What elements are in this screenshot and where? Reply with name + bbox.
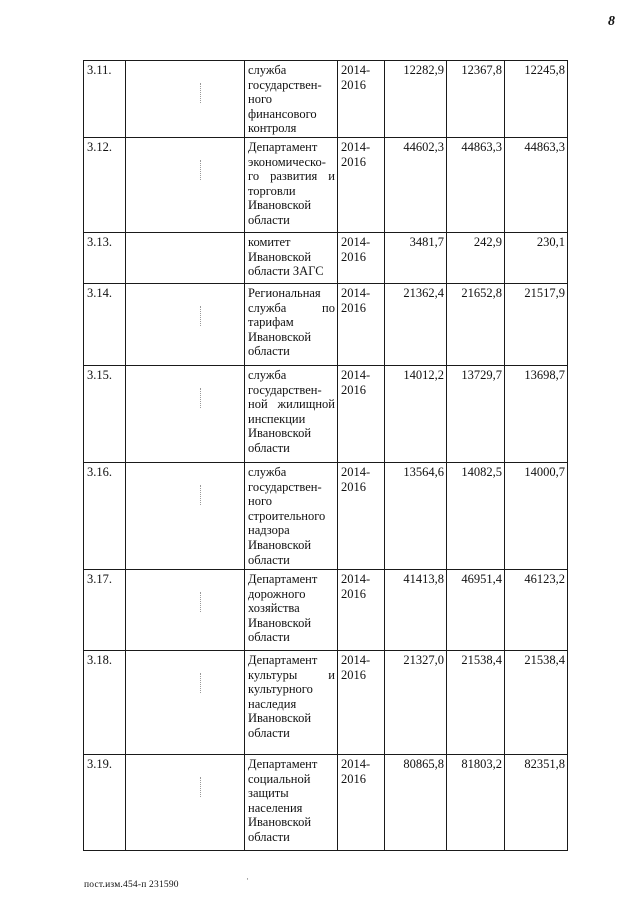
period: 2014-2016 bbox=[338, 755, 385, 851]
blank-cell bbox=[126, 755, 245, 851]
blank-cell bbox=[126, 366, 245, 463]
row-number: 3.13. bbox=[84, 233, 126, 284]
blank-cell bbox=[126, 61, 245, 138]
blank-cell bbox=[126, 570, 245, 651]
table-row bbox=[84, 61, 568, 138]
organization-name: служба государствен-ного строительного надзора Ивановской области bbox=[245, 463, 338, 570]
blank-cell bbox=[126, 284, 245, 366]
organization-name: Департамент культуры и культурного наследия Ивановской области bbox=[245, 651, 338, 755]
scan-speck bbox=[200, 673, 202, 693]
scan-speck bbox=[200, 160, 202, 180]
table-row bbox=[84, 570, 568, 651]
value-2016: 44863,3 bbox=[505, 138, 568, 233]
value-2016: 230,1 bbox=[505, 233, 568, 284]
value-2016: 13698,7 bbox=[505, 366, 568, 463]
row-number: 3.12. bbox=[84, 138, 126, 233]
row-number: 3.11. bbox=[84, 61, 126, 138]
scan-speck bbox=[200, 777, 202, 797]
row-number: 3.18. bbox=[84, 651, 126, 755]
period: 2014-2016 bbox=[338, 61, 385, 138]
period: 2014-2016 bbox=[338, 570, 385, 651]
value-2015: 46951,4 bbox=[447, 570, 505, 651]
organization-name: Департамент социальной защиты населения Ивановской области bbox=[245, 755, 338, 851]
value-2015: 81803,2 bbox=[447, 755, 505, 851]
value-2015: 14082,5 bbox=[447, 463, 505, 570]
value-2016: 21517,9 bbox=[505, 284, 568, 366]
value-2014: 14012,2 bbox=[385, 366, 447, 463]
value-2014: 21362,4 bbox=[385, 284, 447, 366]
blank-cell bbox=[126, 233, 245, 284]
table-row bbox=[84, 138, 568, 233]
blank-cell bbox=[126, 651, 245, 755]
scan-speck bbox=[200, 485, 202, 505]
page-number: 8 bbox=[608, 14, 615, 29]
document-footer: пост.изм.454-п 231590 bbox=[84, 880, 179, 890]
scan-speck bbox=[200, 306, 202, 326]
table-row bbox=[84, 651, 568, 755]
scan-speck bbox=[200, 592, 202, 612]
period: 2014-2016 bbox=[338, 138, 385, 233]
value-2015: 242,9 bbox=[447, 233, 505, 284]
period: 2014-2016 bbox=[338, 651, 385, 755]
table-row bbox=[84, 366, 568, 463]
organization-name: Департамент дорожного хозяйства Ивановской области bbox=[245, 570, 338, 651]
value-2015: 13729,7 bbox=[447, 366, 505, 463]
organization-name: Региональная служба по тарифам Ивановской области bbox=[245, 284, 338, 366]
scan-speck bbox=[200, 388, 202, 408]
value-2016: 21538,4 bbox=[505, 651, 568, 755]
value-2015: 21538,4 bbox=[447, 651, 505, 755]
row-number: 3.14. bbox=[84, 284, 126, 366]
row-number: 3.16. bbox=[84, 463, 126, 570]
value-2016: 14000,7 bbox=[505, 463, 568, 570]
value-2015: 12367,8 bbox=[447, 61, 505, 138]
value-2015: 21652,8 bbox=[447, 284, 505, 366]
period: 2014-2016 bbox=[338, 233, 385, 284]
period: 2014-2016 bbox=[338, 284, 385, 366]
row-number: 3.15. bbox=[84, 366, 126, 463]
row-number: 3.17. bbox=[84, 570, 126, 651]
value-2016: 12245,8 bbox=[505, 61, 568, 138]
table-row bbox=[84, 463, 568, 570]
period: 2014-2016 bbox=[338, 463, 385, 570]
blank-cell bbox=[126, 463, 245, 570]
table-row bbox=[84, 233, 568, 284]
value-2014: 12282,9 bbox=[385, 61, 447, 138]
organization-name: служба государствен-ной жилищной инспекции Ивановской области bbox=[245, 366, 338, 463]
organization-name: комитет Ивановской области ЗАГС bbox=[245, 233, 338, 284]
value-2014: 21327,0 bbox=[385, 651, 447, 755]
value-2014: 44602,3 bbox=[385, 138, 447, 233]
value-2014: 80865,8 bbox=[385, 755, 447, 851]
value-2014: 13564,6 bbox=[385, 463, 447, 570]
table-row bbox=[84, 755, 568, 851]
blank-cell bbox=[126, 138, 245, 233]
value-2014: 3481,7 bbox=[385, 233, 447, 284]
organization-name: служба государствен-ного финансового контроля bbox=[245, 61, 338, 138]
scan-speck bbox=[200, 83, 202, 103]
table-row bbox=[84, 284, 568, 366]
value-2015: 44863,3 bbox=[447, 138, 505, 233]
value-2016: 82351,8 bbox=[505, 755, 568, 851]
row-number: 3.19. bbox=[84, 755, 126, 851]
value-2016: 46123,2 bbox=[505, 570, 568, 651]
scan-mark: · bbox=[246, 874, 249, 884]
organization-name: Департамент экономическо-го развития и торговли Ивановской области bbox=[245, 138, 338, 233]
budget-table bbox=[83, 60, 568, 851]
period: 2014-2016 bbox=[338, 366, 385, 463]
value-2014: 41413,8 bbox=[385, 570, 447, 651]
